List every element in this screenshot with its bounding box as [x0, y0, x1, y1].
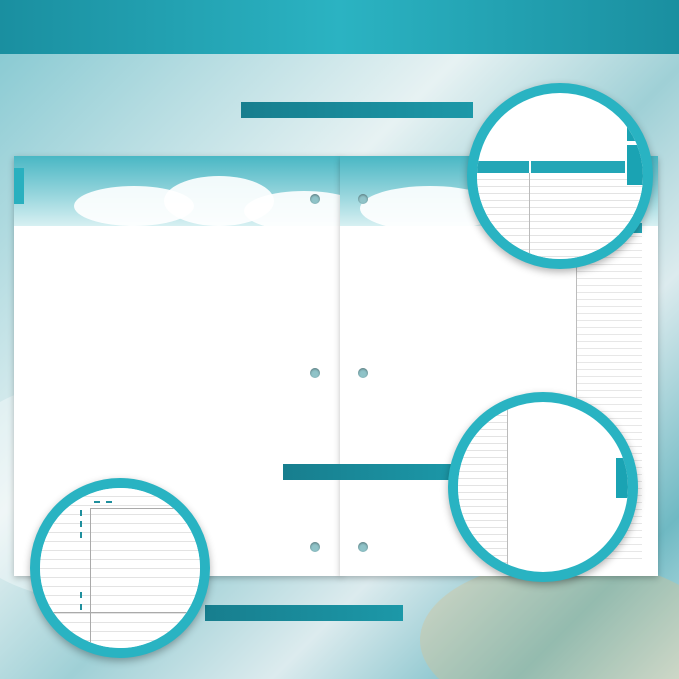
- month-tabs: [652, 170, 666, 580]
- callout-holidays: [205, 605, 403, 621]
- sky-header: [14, 156, 342, 226]
- punch-hole: [310, 368, 320, 378]
- punch-hole: [358, 542, 368, 552]
- spiral-binding: [326, 160, 354, 570]
- month-title: [36, 194, 40, 216]
- punch-hole: [310, 194, 320, 204]
- tab-apr[interactable]: [616, 458, 630, 498]
- punch-hole: [358, 194, 368, 204]
- col-header-notes: [531, 161, 625, 173]
- punch-hole: [310, 542, 320, 552]
- zoom-notes-circle: [467, 83, 653, 269]
- page-title: [0, 0, 679, 54]
- month-tab[interactable]: [14, 168, 24, 204]
- col-header-saturday: [477, 161, 529, 173]
- punch-hole: [358, 368, 368, 378]
- callout-notes: [241, 102, 473, 118]
- tab-jua[interactable]: [627, 113, 643, 141]
- callout-reference: [283, 464, 459, 480]
- tab-sep[interactable]: [627, 145, 643, 185]
- zoom-reference-circle: [448, 392, 638, 582]
- zoom-holiday-circle: [30, 478, 210, 658]
